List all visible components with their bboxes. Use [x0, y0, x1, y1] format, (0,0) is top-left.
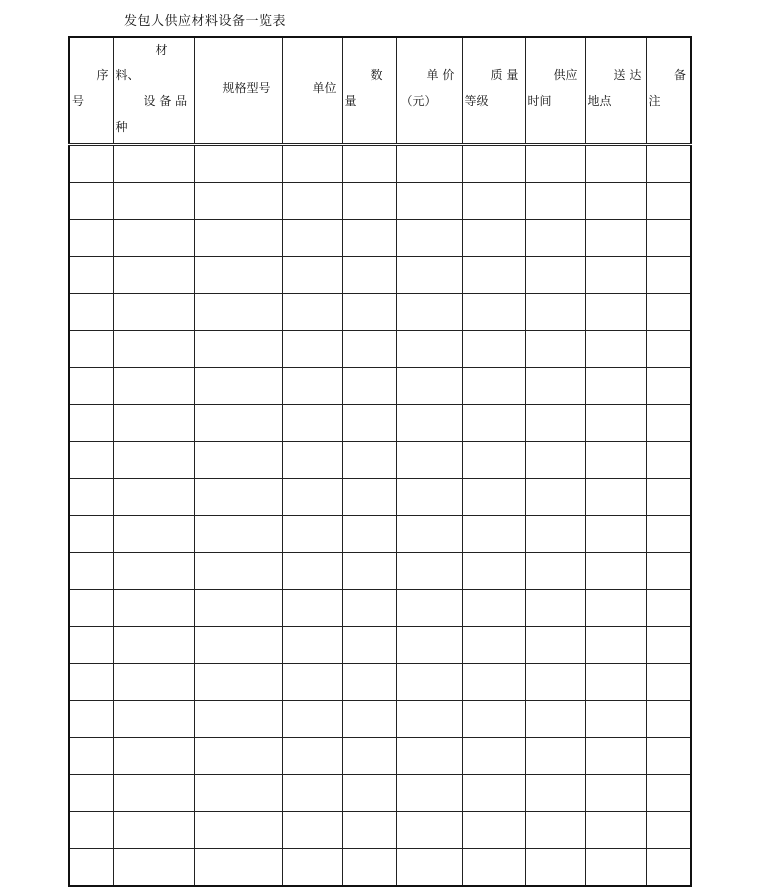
table-cell-item [113, 257, 194, 294]
header-remark [646, 37, 691, 145]
header-line: 料、 [115, 68, 140, 82]
header-line: 号 [72, 94, 85, 108]
table-cell-time [525, 812, 585, 849]
table-cell-place [585, 775, 646, 812]
table-cell-price [396, 331, 462, 368]
table-cell-qty [342, 331, 396, 368]
table-cell-unit [282, 405, 342, 442]
table-cell-item [113, 145, 194, 183]
table-cell-price [396, 775, 462, 812]
table-cell-remark [646, 627, 691, 664]
table-cell-grade [462, 294, 525, 331]
table-cell-time [525, 738, 585, 775]
table-cell-unit [282, 627, 342, 664]
table-cell-unit [282, 849, 342, 887]
table-cell-time [525, 553, 585, 590]
table-cell-time [525, 627, 585, 664]
table-cell-price [396, 627, 462, 664]
table-cell-price [396, 664, 462, 701]
table-cell-unit [282, 590, 342, 627]
table-cell-item [113, 479, 194, 516]
table-cell-remark [646, 590, 691, 627]
table-cell-spec [194, 331, 282, 368]
table-cell-seq [69, 479, 113, 516]
table-cell-unit [282, 664, 342, 701]
table-cell-time [525, 775, 585, 812]
table-cell-remark [646, 664, 691, 701]
table-cell-seq [69, 775, 113, 812]
table-cell-qty [342, 775, 396, 812]
header-line: 注 [648, 94, 661, 108]
table-cell-time [525, 479, 585, 516]
table-cell-grade [462, 516, 525, 553]
table-row [69, 145, 691, 183]
table-cell-item [113, 183, 194, 220]
table-cell-seq [69, 220, 113, 257]
table-cell-qty [342, 516, 396, 553]
table-cell-price [396, 257, 462, 294]
table-cell-remark [646, 331, 691, 368]
table-cell-unit [282, 738, 342, 775]
table-cell-seq [69, 812, 113, 849]
table-cell-time [525, 701, 585, 738]
table-cell-remark [646, 405, 691, 442]
table-row [69, 627, 691, 664]
header-line: （元） [400, 94, 437, 108]
table-cell-qty [342, 479, 396, 516]
table-cell-price [396, 220, 462, 257]
table-cell-place [585, 331, 646, 368]
table-cell-place [585, 145, 646, 183]
table-cell-qty [342, 405, 396, 442]
table-cell-seq [69, 738, 113, 775]
table-cell-remark [646, 479, 691, 516]
table-cell-seq [69, 701, 113, 738]
table-cell-unit [282, 331, 342, 368]
table-cell-price [396, 701, 462, 738]
header-line: 单位 [312, 81, 337, 95]
table-cell-grade [462, 331, 525, 368]
table-cell-time [525, 145, 585, 183]
header-price [396, 37, 462, 145]
table-cell-place [585, 294, 646, 331]
table-cell-item [113, 516, 194, 553]
table-cell-grade [462, 257, 525, 294]
table-cell-remark [646, 257, 691, 294]
table-cell-unit [282, 775, 342, 812]
table-cell-time [525, 183, 585, 220]
table-cell-grade [462, 664, 525, 701]
table-cell-place [585, 183, 646, 220]
table-row [69, 220, 691, 257]
table-cell-remark [646, 145, 691, 183]
table-cell-time [525, 516, 585, 553]
table-cell-unit [282, 145, 342, 183]
table-cell-spec [194, 257, 282, 294]
table-cell-spec [194, 183, 282, 220]
table-cell-place [585, 405, 646, 442]
table-cell-place [585, 368, 646, 405]
table-cell-spec [194, 664, 282, 701]
table-cell-grade [462, 590, 525, 627]
table-cell-place [585, 590, 646, 627]
table-cell-spec [194, 812, 282, 849]
table-cell-grade [462, 479, 525, 516]
table-cell-place [585, 664, 646, 701]
table-cell-place [585, 257, 646, 294]
table-row [69, 294, 691, 331]
table-cell-grade [462, 145, 525, 183]
header-line: 时间 [527, 94, 552, 108]
table-cell-item [113, 812, 194, 849]
table-cell-place [585, 516, 646, 553]
table-cell-price [396, 849, 462, 887]
table-cell-seq [69, 368, 113, 405]
table-cell-seq [69, 331, 113, 368]
table-cell-item [113, 553, 194, 590]
table-cell-item [113, 775, 194, 812]
table-cell-spec [194, 442, 282, 479]
table-cell-qty [342, 627, 396, 664]
table-cell-place [585, 627, 646, 664]
table-cell-time [525, 368, 585, 405]
table-row [69, 479, 691, 516]
table-cell-item [113, 331, 194, 368]
table-row [69, 664, 691, 701]
header-line: 设 备 品 [143, 94, 188, 108]
table-cell-item [113, 738, 194, 775]
table-cell-price [396, 442, 462, 479]
table-cell-remark [646, 849, 691, 887]
header-line: 材 [155, 43, 168, 57]
header-item [113, 37, 194, 145]
table-cell-place [585, 812, 646, 849]
table-cell-place [585, 442, 646, 479]
table-cell-qty [342, 257, 396, 294]
table-cell-item [113, 701, 194, 738]
header-line: 数 [370, 68, 383, 82]
table-cell-price [396, 590, 462, 627]
table-cell-qty [342, 145, 396, 183]
table-cell-spec [194, 738, 282, 775]
header-line: 备 [673, 68, 686, 82]
table-cell-remark [646, 220, 691, 257]
table-row [69, 738, 691, 775]
table-cell-qty [342, 442, 396, 479]
table-cell-spec [194, 220, 282, 257]
table-row [69, 405, 691, 442]
table-cell-grade [462, 812, 525, 849]
table-cell-qty [342, 849, 396, 887]
table-cell-place [585, 553, 646, 590]
table-row [69, 331, 691, 368]
table-cell-seq [69, 294, 113, 331]
table-cell-place [585, 738, 646, 775]
header-line: 等级 [464, 94, 489, 108]
table-cell-grade [462, 220, 525, 257]
table-cell-spec [194, 775, 282, 812]
table-cell-qty [342, 220, 396, 257]
table-cell-spec [194, 479, 282, 516]
table-cell-grade [462, 553, 525, 590]
table-cell-unit [282, 701, 342, 738]
table-cell-item [113, 849, 194, 887]
header-seq [69, 37, 113, 145]
header-grade [462, 37, 525, 145]
table-cell-grade [462, 183, 525, 220]
table-cell-spec [194, 590, 282, 627]
table-cell-seq [69, 405, 113, 442]
table-cell-price [396, 516, 462, 553]
table-row [69, 368, 691, 405]
table-cell-remark [646, 183, 691, 220]
table-cell-remark [646, 553, 691, 590]
header-line: 量 [344, 94, 357, 108]
table-cell-item [113, 442, 194, 479]
table-cell-place [585, 701, 646, 738]
document-title: 发包人供应材料设备一览表 [124, 14, 287, 29]
table-cell-price [396, 294, 462, 331]
table-cell-seq [69, 590, 113, 627]
table-cell-price [396, 405, 462, 442]
header-line: 供应 [553, 68, 578, 82]
table-cell-spec [194, 849, 282, 887]
table-cell-unit [282, 368, 342, 405]
table-cell-seq [69, 145, 113, 183]
table-cell-remark [646, 294, 691, 331]
table-cell-price [396, 553, 462, 590]
table-cell-unit [282, 220, 342, 257]
header-line: 质 量 [490, 68, 519, 82]
table-cell-qty [342, 368, 396, 405]
table-cell-unit [282, 257, 342, 294]
table-cell-qty [342, 294, 396, 331]
table-cell-spec [194, 516, 282, 553]
table-cell-grade [462, 701, 525, 738]
table-cell-time [525, 590, 585, 627]
table-cell-qty [342, 664, 396, 701]
table-cell-item [113, 405, 194, 442]
materials-table [68, 36, 692, 887]
table-cell-seq [69, 849, 113, 887]
header-line: 规格型号 [222, 81, 271, 95]
table-cell-grade [462, 368, 525, 405]
table-cell-price [396, 479, 462, 516]
table-cell-spec [194, 553, 282, 590]
table-cell-seq [69, 257, 113, 294]
table-cell-seq [69, 664, 113, 701]
header-place [585, 37, 646, 145]
header-row [69, 37, 691, 145]
table-row [69, 812, 691, 849]
table-cell-seq [69, 553, 113, 590]
table-cell-remark [646, 738, 691, 775]
table-cell-time [525, 257, 585, 294]
table-cell-qty [342, 183, 396, 220]
table-cell-item [113, 220, 194, 257]
table-cell-spec [194, 701, 282, 738]
table-row [69, 849, 691, 887]
table-cell-spec [194, 627, 282, 664]
table-row [69, 590, 691, 627]
table-cell-unit [282, 553, 342, 590]
table-cell-spec [194, 294, 282, 331]
table-cell-place [585, 849, 646, 887]
table-cell-grade [462, 627, 525, 664]
table-cell-item [113, 627, 194, 664]
table-cell-remark [646, 368, 691, 405]
header-line: 地点 [587, 94, 612, 108]
table-cell-qty [342, 812, 396, 849]
table-cell-qty [342, 738, 396, 775]
table-row [69, 553, 691, 590]
header-line: 单 价 [426, 68, 455, 82]
header-qty [342, 37, 396, 145]
table-cell-time [525, 442, 585, 479]
table-row [69, 701, 691, 738]
table-cell-unit [282, 442, 342, 479]
table-cell-seq [69, 516, 113, 553]
table-cell-unit [282, 516, 342, 553]
header-line: 种 [115, 120, 128, 134]
table-cell-unit [282, 183, 342, 220]
table-cell-seq [69, 442, 113, 479]
table-cell-remark [646, 812, 691, 849]
table-cell-remark [646, 442, 691, 479]
table-cell-qty [342, 590, 396, 627]
table-cell-unit [282, 294, 342, 331]
table-cell-item [113, 368, 194, 405]
table-row [69, 775, 691, 812]
table-cell-place [585, 220, 646, 257]
header-time [525, 37, 585, 145]
table-cell-time [525, 405, 585, 442]
table-cell-time [525, 664, 585, 701]
table-cell-time [525, 849, 585, 887]
table-cell-price [396, 812, 462, 849]
table-cell-grade [462, 442, 525, 479]
table-cell-price [396, 368, 462, 405]
table-cell-item [113, 590, 194, 627]
table-cell-grade [462, 738, 525, 775]
table-cell-seq [69, 183, 113, 220]
table-cell-seq [69, 627, 113, 664]
header-unit [282, 37, 342, 145]
header-line: 送 达 [613, 68, 642, 82]
table-body [69, 145, 691, 887]
table-cell-grade [462, 849, 525, 887]
table-cell-unit [282, 812, 342, 849]
table-cell-grade [462, 405, 525, 442]
table-row [69, 183, 691, 220]
header-line: 序 [96, 68, 109, 82]
table-row [69, 516, 691, 553]
table-cell-time [525, 294, 585, 331]
table-cell-remark [646, 701, 691, 738]
table-cell-price [396, 738, 462, 775]
table-cell-item [113, 294, 194, 331]
table-cell-remark [646, 775, 691, 812]
table-cell-price [396, 145, 462, 183]
table-cell-spec [194, 368, 282, 405]
table-row [69, 257, 691, 294]
table-cell-place [585, 479, 646, 516]
table-cell-spec [194, 405, 282, 442]
header-spec [194, 37, 282, 145]
table-cell-grade [462, 775, 525, 812]
table-cell-price [396, 183, 462, 220]
table-cell-unit [282, 479, 342, 516]
table-cell-time [525, 331, 585, 368]
table-cell-qty [342, 701, 396, 738]
table-cell-spec [194, 145, 282, 183]
table-cell-remark [646, 516, 691, 553]
table-cell-qty [342, 553, 396, 590]
table-cell-item [113, 664, 194, 701]
table-cell-time [525, 220, 585, 257]
table-row [69, 442, 691, 479]
